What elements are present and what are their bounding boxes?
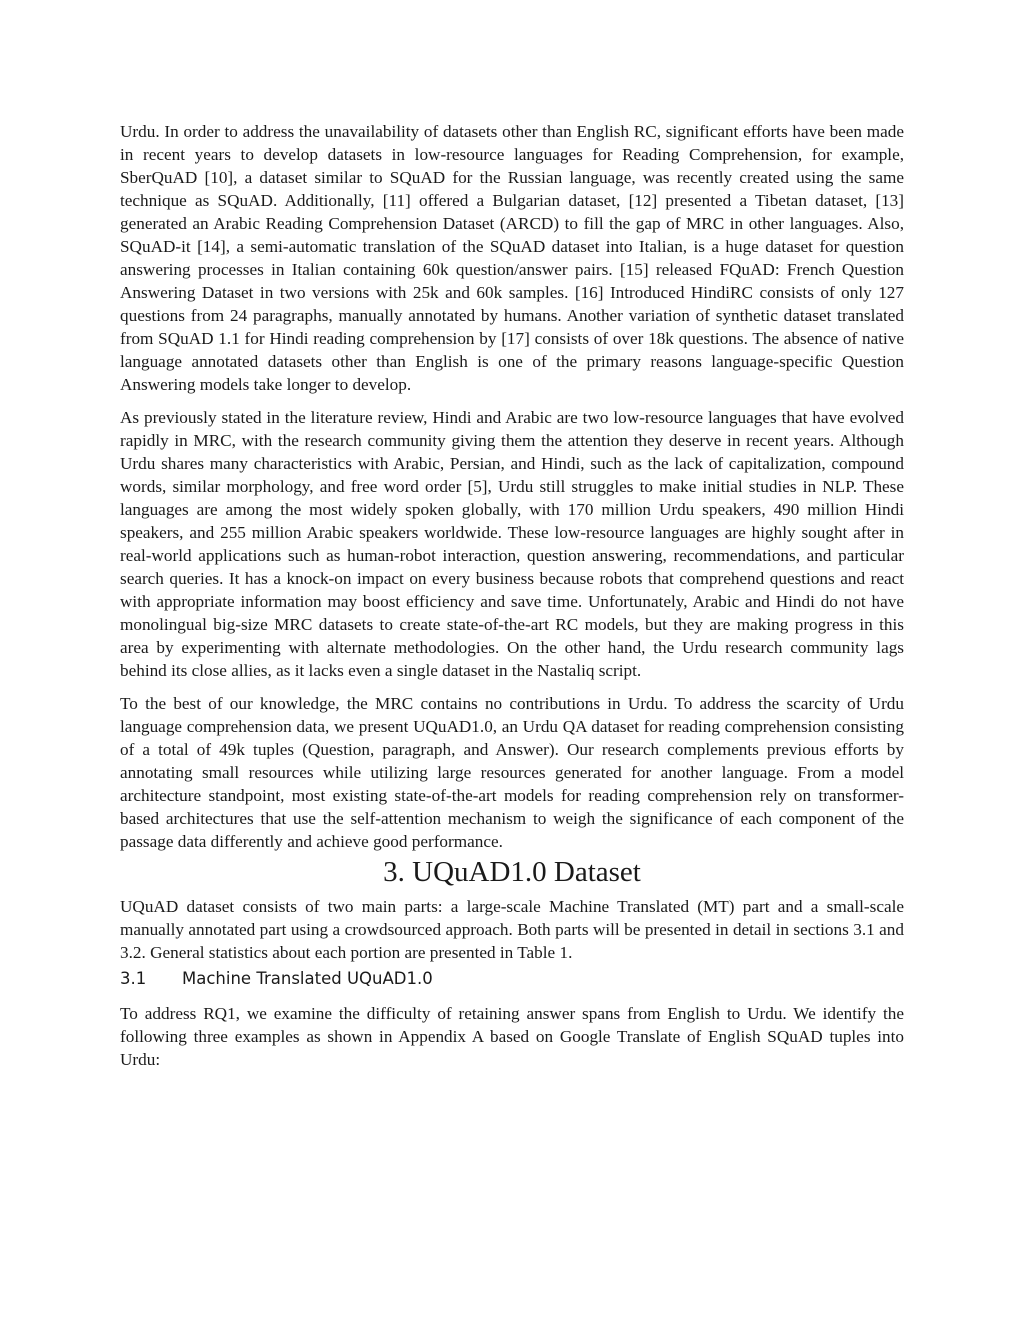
body-paragraph-2: As previously stated in the literature review, Hindi and Arabic are two low-resource languages that have evolved rapidly in MRC, with the research community giving them the attention they deserve in recent years. Although Urdu shares many characteristics with Arabic, Persian, and Hindi, such as the lack of capitalization, compound words, similar morphology, and free word order [5], Urdu still struggles to make initial studies in NLP. These languages are among the most widely spoken globally, with 170 million Urdu speakers, 490 million Hindi speakers, and 255 million Arabic speakers worldwide. These low-resource languages are highly sought after in real-world applications such as human-robot interaction, question answering, recommendations, and particular search queries. It has a knock-on impact on every business because robots that comprehend questions and react with appropriate information may boost efficiency and save time. Unfortunately, Arabic and Hindi do not have monolingual big-size MRC datasets to create state-of-the-art RC models, but they are making progress in this area by experimenting with alternate methodologies. On the other hand, the Urdu research community lags behind its close allies, as it lacks even a single dataset in the Nastaliq script.	[120, 408, 904, 680]
subsection-number: 3.1	[120, 969, 147, 988]
body-paragraph-3: To the best of our knowledge, the MRC contains no contributions in Urdu. To address the scarcity of Urdu language comprehension data, we present UQuAD1.0, an Urdu QA dataset for reading comprehension consisting of a total of 49k tuples (Question, paragraph, and Answer). Our research complements previous efforts by annotating small resources while utilizing large resources generated for another language. From a model architecture standpoint, most existing state-of-the-art models for reading comprehension rely on transformer-based architectures that use the self-attention mechanism to weigh the significance of each component of the passage data differently and achieve good performance.	[120, 694, 904, 851]
subsection-title: Machine Translated UQuAD1.0	[182, 969, 433, 988]
body-paragraph-1: Urdu. In order to address the unavailability of datasets other than English RC, significant efforts have been made in recent years to develop datasets in low-resource languages for Reading Comprehension, for example, SberQuAD [10], a dataset similar to SQuAD for the Russian language, was recently created using the same technique as SQuAD. Additionally, [11] offered a Bulgarian dataset, [12] presented a Tibetan dataset, [13] generated an Arabic Reading Comprehension Dataset (ARCD) to fill the gap of MRC in other languages. Also, SQuAD-it [14], a semi-automatic translation of the SQuAD dataset into Italian, is a huge dataset for question answering processes in Italian containing 60k question/answer pairs. [15] released FQuAD: French Question Answering Dataset in two versions with 25k and 60k samples. [16] Introduced HindiRC consists of only 127 questions from 24 paragraphs, manually annotated by humans. Another variation of synthetic dataset translated from SQuAD 1.1 for Hindi reading comprehension by [17] consists of over 18k questions. The absence of native language annotated datasets other than English is one of the primary reasons language-specific Question Answering models take longer to develop.	[120, 122, 904, 394]
page-content	[120, 120, 904, 1081]
section-heading: 3. UQuAD1.0 Dataset	[383, 856, 641, 888]
section-paragraph: UQuAD dataset consists of two main parts: a large-scale Machine Translated (MT) part and a small-scale manually annotated part using a crowdsourced approach. Both parts will be presented in detail in sections 3.1 and 3.2. General statistics about each portion are presented in Table 1.	[120, 897, 904, 962]
subsection-heading	[120, 968, 904, 990]
subsection-paragraph: To address RQ1, we examine the difficulty of retaining answer spans from English to Urdu. We identify the following three examples as shown in Appendix A based on Google Translate of English SQuAD tuples into Urdu:	[120, 1004, 904, 1069]
